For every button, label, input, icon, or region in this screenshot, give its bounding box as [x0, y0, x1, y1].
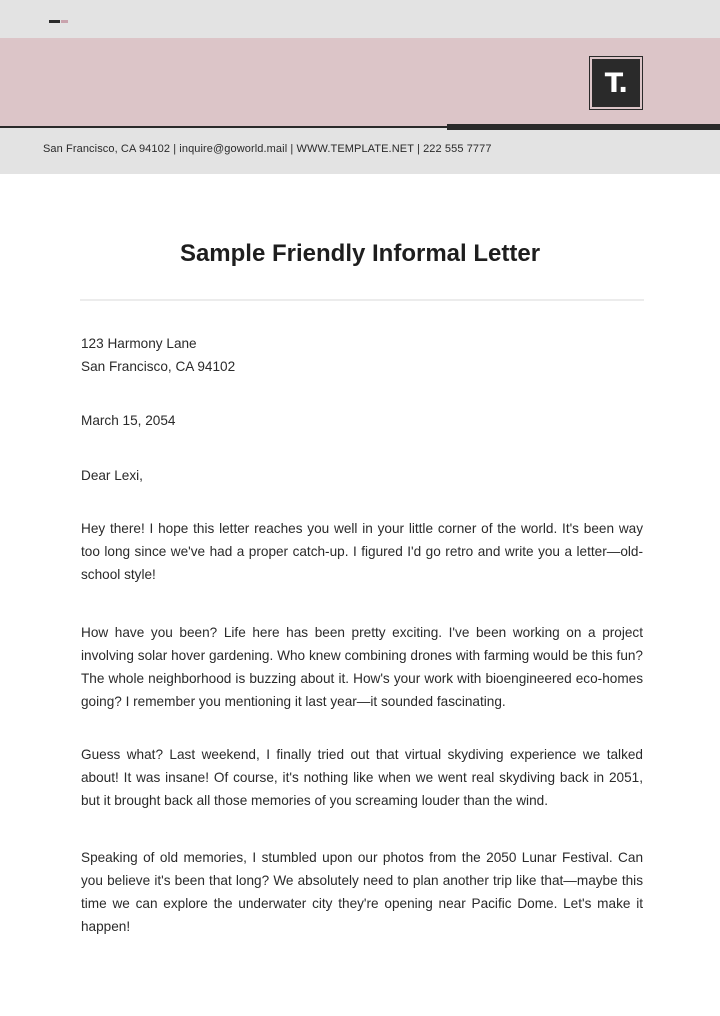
paragraph-1: Hey there! I hope this letter reaches you well in your little corner of the world. It's been way too long since we've had a proper catch-up. I figured I'd go retro and write you a letter—old-school style! [81, 521, 643, 582]
letter-title: Sample Friendly Informal Letter [179, 240, 541, 267]
letter-date: March 15, 2054 [81, 413, 176, 428]
paragraph-3: Guess what? Last weekend, I finally tried out that virtual skydiving experience we talked about! It was insane! Of course, it's nothing like when we went real skydiving back in 2051, but it brought back all those memories of you screaming louder than the wind. [81, 747, 643, 808]
logo-letter: T. [604, 67, 628, 99]
paragraph-2: How have you been? Life here has been pretty exciting. I've been working on a project involving solar hover gardening. Who knew combining drones with farming would be this fun? The whole neighborhood is buzzing about it. How's your work with bioengineered eco-homes going? I remember you mentioning it last year—it sounded fascinating. [81, 625, 643, 709]
paragraph-4: Speaking of old memories, I stumbled upon our photos from the 2050 Lunar Festival. Can you believe it's been that long? We absolutely need to plan another trip like that—maybe this time we can explore the underwater city they're opening near Pacific Dome. Let's make it happen! [81, 850, 643, 934]
brand-mark-icon [49, 20, 69, 23]
logo [590, 57, 642, 109]
salutation: Dear Lexi, [81, 468, 143, 483]
header-accent-bar [447, 124, 720, 130]
title-divider [80, 299, 644, 301]
contact-info: San Francisco, CA 94102 | inquire@goworld.mail | WWW.TEMPLATE.NET | 222 555 7777 [43, 143, 492, 155]
sender-address-line2: San Francisco, CA 94102 [81, 359, 236, 374]
top-bar [0, 0, 720, 38]
sender-address-line1: 123 Harmony Lane [81, 336, 197, 351]
